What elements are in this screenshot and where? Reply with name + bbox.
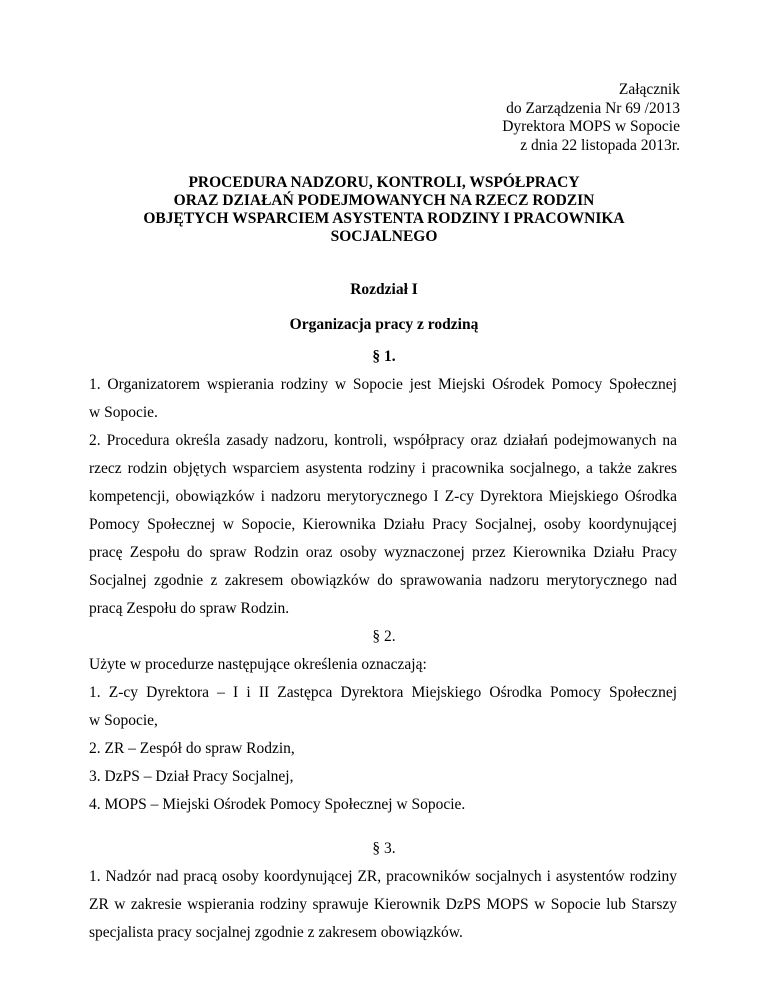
text-line: 1. Nadzór nad pracą osoby koordynującej ZR, pracowników socjalnych i asystentów rodziny — [89, 868, 677, 885]
text-line: kompetencji, obowiązków i nadzoru merytorycznego I Z-cy Dyrektora Miejskiego Ośrodka — [89, 488, 677, 505]
section-1-mark: § 1. — [372, 348, 396, 365]
title-line: OBJĘTYCH WSPARCIEM ASYSTENTA RODZINY I PRACOWNIKA — [143, 210, 625, 227]
text-line: 4. MOPS – Miejski Ośrodek Pomocy Społecznej w Sopocie. — [89, 796, 466, 813]
annex-header — [502, 81, 680, 155]
text-line: pracą Zespołu do spraw Rodzin. — [89, 600, 290, 617]
text-line: 1. Organizatorem wspierania rodziny w Sopocie jest Miejski Ośrodek Pomocy Społecznej — [89, 376, 677, 393]
text-line: w Sopocie. — [89, 404, 158, 421]
text-line: 3. DzPS – Dział Pracy Socjalnej, — [89, 768, 294, 785]
text-line: 1. Z-cy Dyrektora – I i II Zastępca Dyrektora Miejskiego Ośrodka Pomocy Społecznej — [89, 684, 677, 701]
section-1-paragraph-1 — [89, 371, 677, 399]
annex-date: z dnia 22 listopada 2013r. — [520, 136, 680, 154]
text-line: Użyte w procedurze następujące określenia oznaczają: — [89, 656, 427, 673]
chapter-label: Rozdział I — [350, 281, 418, 298]
definition-3 — [89, 763, 677, 791]
text-line: Pomocy Społecznej w Sopocie, Kierownika Działu Pracy Socjalnej, osoby koordynującej — [89, 516, 677, 533]
text-line: w Sopocie, — [89, 712, 158, 729]
section-3-paragraph-1-end — [89, 919, 677, 947]
section-1-paragraph-2 — [89, 427, 677, 595]
title-line: SOCJALNEGO — [330, 228, 438, 245]
text-line: Socjalnej zgodnie z zakresem obowiązków do sprawowania nadzoru merytorycznego nad — [89, 572, 677, 589]
title-line: PROCEDURA NADZORU, KONTROLI, WSPÓŁPRACY — [188, 174, 580, 191]
section-2-intro — [89, 651, 677, 679]
section-3-paragraph-1 — [89, 863, 677, 919]
definition-4 — [89, 791, 677, 819]
definition-2 — [89, 735, 677, 763]
section-2-mark: § 2. — [372, 628, 396, 645]
text-line: pracę Zespołu do spraw Rodzin oraz osoby wyznaczonej przez Kierownika Działu Pracy — [89, 544, 677, 561]
text-line: specjalista pracy socjalnej zgodnie z zakresem obowiązków. — [89, 924, 463, 941]
section-1-paragraph-1-end — [89, 399, 677, 427]
document-title — [100, 174, 668, 246]
section-1-paragraph-2-end — [89, 595, 677, 623]
text-line: 2. Procedura określa zasady nadzoru, kontroli, współpracy oraz działań podejmowanych na — [89, 432, 677, 449]
section-3-mark: § 3. — [372, 840, 396, 857]
definition-1 — [89, 679, 677, 707]
text-line: ZR w zakresie wspierania rodziny sprawuje Kierownik DzPS MOPS w Sopocie lub Starszy — [89, 896, 677, 913]
text-line: 2. ZR – Zespół do spraw Rodzin, — [89, 740, 295, 757]
annex-issuer: Dyrektora MOPS w Sopocie — [502, 118, 680, 135]
definition-1-end — [89, 707, 677, 735]
annex-label: Załącznik — [618, 81, 680, 98]
text-line: rzecz rodzin objętych wsparciem asystenta rodziny i pracownika socjalnego, a także zakres — [89, 460, 677, 477]
title-line: ORAZ DZIAŁAŃ PODEJMOWANYCH NA RZECZ RODZIN — [173, 192, 595, 209]
annex-order-number: do Zarządzenia Nr 69 /2013 — [506, 99, 680, 117]
chapter-name: Organizacja pracy z rodziną — [289, 316, 479, 333]
